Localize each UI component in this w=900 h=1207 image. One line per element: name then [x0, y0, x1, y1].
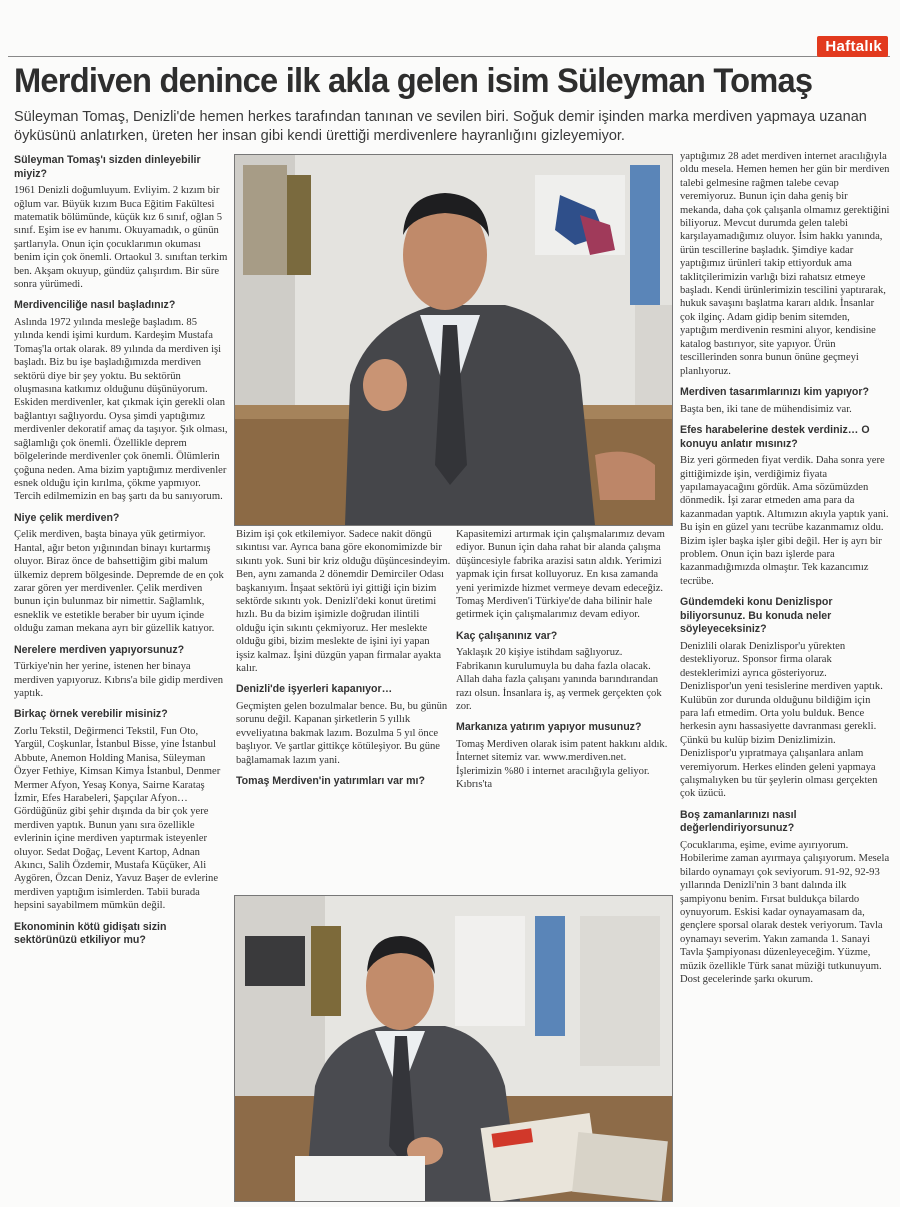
interview-answer: yaptığımız 28 adet merdiven internet aracılığıyla oldu mesela. Hemen hemen her gün bir merdiven talebi gelmesine rağmen talebe cevap veremiyoruz. Bunun için daha geniş bir mekanda, daha çok çalışanla olmamız gerektiğini biliyoruz. Mevcut durumda gelen talebi karşılayamadığımız oluyor. İsim hakkı yanında, ürün tescillerine başladık. Şimdiye kadar yaptığımız ürünleri takip ettiyorduk ama taklitçilerimizin varlığı bizi rahatsız etmeye başladı. Kendi ürünlerimizin tescilini yaptırarak, hukuk savaşını başlatma kararı aldık. İnsanlar çok ilginç. Adam gidip benim sitemden, yaptığım merdivenin resmini alıyor, kendisine katalog bastırıyor, site yapıyor. Ürün tescillerinden sonra bunun önüne geçmeyi planlıyoruz. [680, 151, 890, 377]
interview-answer: Biz yeri görmeden fiyat verdik. Daha sonra yere gittiğimizde işin, verdiğimiz fiyata yapılamayacağını gördük. Ama sözümüzden dönmedik. İşi zarar etmeden ama para da kazanmadan yaptık. Altımızın akıyla yaptık yani. Bu işin en güzel yanı tecrübe kazanmamız oldu. Bizim işler başka işler gibi değil. Her iş ayrı bir problem. Onun için bazı işlerde para kazanmadığımızda olmaştır. Tek kazancımız tecrübe. [680, 455, 889, 587]
top-rule [8, 56, 890, 57]
interview-answer: 1961 Denizli doğumluyum. Evliyim. 2 kızım bir oğlum var. Büyük kızım Buca Eğitim Fakültesi matematik bölümünde, küçük kız 6 sınıf, oğlan 5 sınıf. Eşim ise ev hanımı. Okuyamadık, o günün şartlarıyla. Onun için çocuklarımın okuması benim için çok önemli. Ortaokul 3. sınıftan terkim ben. Akşam okuyup, gündüz çalışırdım. Bir süre sonra yürümedi. [14, 185, 228, 291]
text-column-3 [456, 528, 669, 888]
interview-answer: Türkiye'nin her yerine, istenen her binaya merdiven yapıyoruz. Kıbrıs'a bile gidip merdiven yaptık. [14, 661, 224, 699]
interview-answer: Kapasitemizi artırmak için çalışmalarımız devam ediyor. Bunun için daha rahat bir alanda çalışma düşüncesiyle fabrika arazisi satın aldık. Yerimizi yapmak için fırsat kolluyoruz. En kısa zamanda yeni yerimizde hizmet vermeye devam edeceğiz. Tomaş Merdiven'i Türkiye'de daha bilinir hale getirmek için çalışmalarımız devam ediyor. [456, 529, 665, 621]
interview-question: Boş zamanlarınızı nasıl değerlendiriyorsunuz? [680, 808, 797, 835]
text-column-1 [14, 150, 229, 1205]
interview-question: Niye çelik merdiven? [14, 511, 120, 524]
interview-question: Efes harabelerine destek verdiniz… O konuyu anlatır mısınız? [680, 423, 870, 450]
interview-answer: Başta ben, iki tane de mühendisimiz var. [680, 403, 852, 415]
interview-answer: Zorlu Tekstil, Değirmenci Tekstil, Fun Oto, Yargül, Coşkunlar, İstanbul Bisse, yine İstanbul Abbute, Anemon Holding Manisa, Süleyman Özyer Fethiye, Kimsan Kimya İstanbul, Denmer Mermer Afyon, Yesaş Konya, Sairne Karataş İzmir, Efes Harabeleri, Şapçılar Afyon… Gördüğünüz gibi şehir dışında da bir çok yere merdiven yaptık. Bunun yanı sıra özellikle evlerinin içine merdiven yaptırmak isteyenler oluyor. Sedat Doğaç, Levent Kartop, Adnan Akıncı, Salih Özdemir, Mustafa Küçüker, Ali Aygören, Özcan Deniz, Yavuz Başer de evlerine merdiven yaptığım isimlerden. Tabii burada hepsini sayabilmem mümkün değil. [14, 725, 221, 912]
interview-question: Kaç çalışanınız var? [456, 629, 558, 642]
photo-seated-desk-illustration [235, 896, 672, 1201]
interview-answer: Tomaş Merdiven olarak isim patent hakkını aldık. İnternet sitemiz var. www.merdiven.net. İşlerimizin %80 i internet aracılığıyla geliyor. Kıbrıs'ta [456, 739, 668, 791]
interview-question: Markanıza yatırım yapıyor musunuz? [456, 721, 642, 734]
interview-question: Gündemdeki konu Denizlispor biliyorsunuz. Bu konuda neler söyleyeceksiniz? [680, 596, 833, 636]
text-column-4 [680, 150, 890, 1205]
photo-portrait-office [234, 154, 673, 526]
interview-answer: Bizim işi çok etkilemiyor. Sadece nakit döngü sıkıntısı var. Ayrıca bana göre ekonomimizde bir sıkıntı yok. Suni bir kriz olduğu düşüncesindeyim. Ben, aynı zamanda 2 dönemdir Demirciler Odası başkanıyım. İnşaat sektörü iyi gittiği için bizim sektörde sıkıntı yok. Denizli'deki konut üretimi hızlı. Bu da bizim işimizle doğrudan ilintili olduğu için sıkıntı çekmiyoruz. Her meslekte olduğu gibi, bizim meslekte de işini iyi yapan işsiz kalmaz. İşini düzgün yapan firmalar ayakta kalır. [236, 529, 451, 675]
interview-question: Ekonominin kötü gidişatı sizin sektörünüzü etkiliyor mu? [14, 920, 167, 947]
text-column-2 [236, 528, 451, 888]
photo-seated-desk [234, 895, 673, 1202]
headline: Merdiven denince ilk akla gelen isim Süleyman Tomaş [14, 62, 813, 100]
interview-question: Birkaç örnek verebilir misiniz? [14, 708, 168, 721]
interview-question: Denizli'de işyerleri kapanıyor… [236, 683, 393, 696]
interview-question: Nerelere merdiven yapıyorsunuz? [14, 643, 185, 656]
interview-answer: Çelik merdiven, başta binaya yük getirmiyor. Hantal, ağır beton yığınından binayı kurtarmış oluyor. Biraz önce de bahsettiğim gibi malum ülkemiz deprem bölgesinde. Depremde de en çok zarar gören yer merdivenler. Çelik merdiven bunun için bulunmaz bir nimettir. Sağlamlık, esneklik ve estetikle beraber bir uyum içinde olduğu zaman mekana ayrı bir güzellik katıyor. [14, 529, 224, 635]
interview-answer: Aslında 1972 yılında mesleğe başladım. 85 yılında kendi işimi kurdum. Kardeşim Mustafa Tomaş'la ortak olarak. 89 yılında da merdiven işi başladı. Biz bu işe başladığımızda merdiven sektörü diye bir şey yoktu. Bu sektörün oluşmasına katkımız olduğunu düşünüyorum. Eskiden merdivenler, kat çıkmak için gerekli olan bağlantıyı sağlıyordu. Oysa şimdi yaptığımız merdivenler dekoratif amaç da taşıyor. Şık olması, sağlamlığı çok önemli. Özellikle deprem bölgelerinde merdivenler çok önemli. Ölümlerin çoğuna neden. Ama bizim yaptığımız merdivenler esnek olduğu için kırılma, çökme yapmıyor. Tercih edilmemizin en baş şartı da bu sanıyorum. [14, 317, 228, 503]
interview-question: Merdiven tasarımlarınızı kim yapıyor? [680, 385, 869, 398]
photo-portrait-office-illustration [235, 155, 672, 525]
interview-question: Merdivenciliğe nasıl başladınız? [14, 299, 176, 312]
interview-answer: Çocuklarıma, eşime, evime ayırıyorum. Hobilerime zaman ayırmaya çalışıyorum. Mesela bilardo oynamayı çok seviyorum. 91-92, 92-93 yıllarında Denizli'nin 3 bant dalında ilk şampiyonu benim. Fırsat buldukça bilardo oynuyorum. Eskisi kadar oynayamasam da, gençlere sporsal olarak destek veriyorum. Tavla oynamayı severim. Yakın zamanda 1. Sanayi Tavla Şampiyonası düzenleyeceğim. Yüzme, müzik özellikle Türk sanat müziği tutkunuyum. Dost gecelerinde şarkı okurum. [680, 840, 890, 986]
interview-question: Süleyman Tomaş'ı sizden dinleyebilir miyiz? [14, 154, 201, 180]
interview-answer: Geçmişten gelen bozulmalar bence. Bu, bu günün sorunu değil. Kapanan şirketlerin 5 yıllık evveliyatına bakmak lazım. Bozulma 5 yıl önce başlıyor. Ve şartlar gittikçe kötüleşiyor. Bu güne bağlamamak lazım yani. [236, 701, 448, 766]
intro-paragraph: Süleyman Tomaş, Denizli'de hemen herkes tarafından tanınan ve sevilen biri. Soğuk demir işinden marka merdiven yapmaya uzanan öyküsünü anlatırken, üreten her insan gibi kendi ürettiği merdivenlere hayranlığını gizleyemiyor. [14, 109, 867, 144]
interview-answer: Yaklaşık 20 kişiye istihdam sağlıyoruz. Fabrikanın kurulumuyla bu daha fazla olacak. Allah daha fazla çalışanı yanında barındırandan razı olsun. İnsanlara iş, aş vermek gerçekten çok zor. [456, 647, 662, 713]
interview-answer: Denizlili olarak Denizlispor'u yürekten destekliyoruz. Sponsor firma olarak desteklerimizi ayrıca gösteriyoruz. Denizlispor'un yeni tesislerine merdiven yaptık. Kulübün zor durunda olduğunu bildiğim için para lafı etmedim. Orta yolu bulduk. Bence herkesin aynı hassasiyette davranması gerekli. Çünkü bu kulüp bizim Denizlimizin. Denizlispor'u yıpratmaya çalışanlara anlam veremiyorum. Herkes elinden geleni yapmaya çalışmalıyken bu tür şeylerin olması gerçekten çok üzücü. [680, 640, 883, 800]
section-badge: Haftalık [817, 36, 888, 57]
interview-question: Tomaş Merdiven'in yatırımları var mı? [236, 775, 425, 788]
